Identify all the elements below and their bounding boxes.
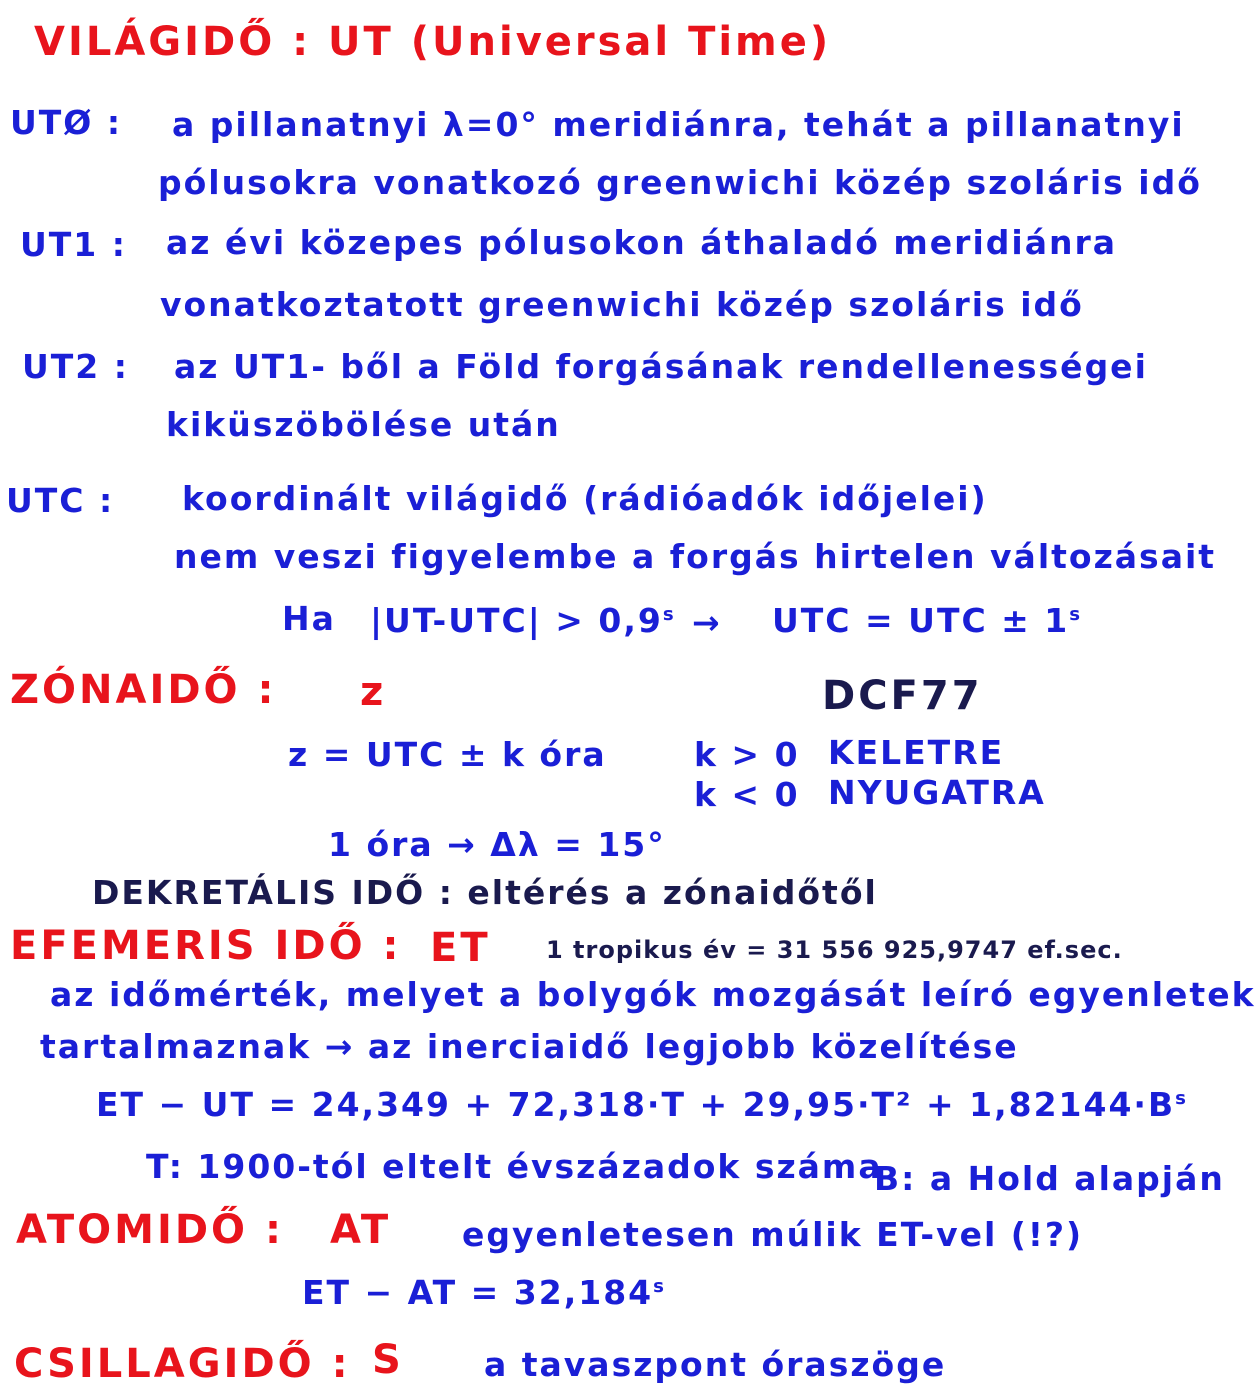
atomido-at: AT <box>330 1207 392 1253</box>
utc-condition-unit: s <box>662 604 676 625</box>
keletre-label: KELETRE <box>828 733 1005 772</box>
atomido-title: ATOMIDŐ : <box>16 1207 284 1253</box>
utc-result-unit: s <box>1069 604 1083 625</box>
utc-line2: nem veszi figyelembe a forgás hirtelen változásait <box>174 537 1217 576</box>
et-ut-formula-unit: s <box>1175 1088 1188 1109</box>
zonaido-z: z <box>360 669 387 715</box>
zonaido-formula: z = UTC ± k óra <box>288 735 607 774</box>
utc-ha: Ha <box>282 599 336 638</box>
k-negative: k < 0 <box>694 775 800 814</box>
utc-result <box>772 601 1083 640</box>
utc-arrow: → <box>692 603 722 642</box>
t-note: T: 1900-tól eltelt évszázadok száma <box>146 1147 883 1186</box>
utc-condition-text: |UT-UTC| > 0,9 <box>370 601 663 640</box>
ut1-line2: vonatkoztatott greenwichi közép szoláris idő <box>160 285 1084 324</box>
ut1-label: UT1 : <box>20 225 127 264</box>
et-at-formula-text: ET − AT = 32,184 <box>302 1273 654 1312</box>
utc-line1: koordinált világidő (rádióadók időjelei) <box>182 479 988 518</box>
et-ut-formula <box>96 1085 1188 1124</box>
efemeris-line2: tartalmaznak → az inerciaidő legjobb közelítése <box>40 1027 1019 1066</box>
tropikus-ev: 1 tropikus év = 31 556 925,9747 ef.sec. <box>546 936 1123 964</box>
utc-condition <box>370 601 676 640</box>
ut2-line1: az UT1- ből a Föld forgásának rendellenességei <box>174 347 1148 386</box>
b-note: B: a Hold alapján <box>874 1159 1225 1198</box>
ut2-label: UT2 : <box>22 347 129 386</box>
dekretalis-ido: DEKRETÁLIS IDŐ : eltérés a zónaidőtől <box>92 873 878 912</box>
csillagido-s: S <box>372 1337 404 1383</box>
nyugatra-label: NYUGATRA <box>828 773 1046 812</box>
ut2-line2: kiküszöbölése után <box>166 405 561 444</box>
utc-label: UTC : <box>6 481 115 520</box>
utc-result-text: UTC = UTC ± 1 <box>772 601 1070 640</box>
et-ut-formula-text: ET − UT = 24,349 + 72,318·T + 29,95·T² + 1,82144·B <box>96 1085 1176 1124</box>
efemeris-et: ET <box>430 925 491 971</box>
et-at-formula-unit: s <box>653 1276 666 1297</box>
ora-fok: 1 óra → Δλ = 15° <box>328 825 666 864</box>
ut1-line1: az évi közepes pólusokon áthaladó meridiánra <box>166 223 1117 262</box>
dcf77-label: DCF77 <box>822 673 983 719</box>
ut0-line1: a pillanatnyi λ=0° meridiánra, tehát a pillanatnyi <box>172 105 1185 144</box>
ut0-line2: pólusokra vonatkozó greenwichi közép szoláris idő <box>158 163 1202 202</box>
et-at-formula <box>302 1273 666 1312</box>
efemeris-title: EFEMERIS IDŐ : <box>10 923 402 969</box>
atomido-desc: egyenletesen múlik ET-vel (!?) <box>462 1215 1084 1254</box>
csillagido-title: CSILLAGIDŐ : <box>14 1341 351 1387</box>
ut0-label: UTØ : <box>10 103 123 142</box>
zonaido-title: ZÓNAIDŐ : <box>10 667 277 713</box>
k-positive: k > 0 <box>694 735 800 774</box>
page-title: VILÁGIDŐ : UT (Universal Time) <box>34 19 832 65</box>
csillagido-desc: a tavaszpont óraszöge <box>484 1345 947 1384</box>
efemeris-line1: az időmérték, melyet a bolygók mozgását leíró egyenletek <box>50 975 1256 1014</box>
